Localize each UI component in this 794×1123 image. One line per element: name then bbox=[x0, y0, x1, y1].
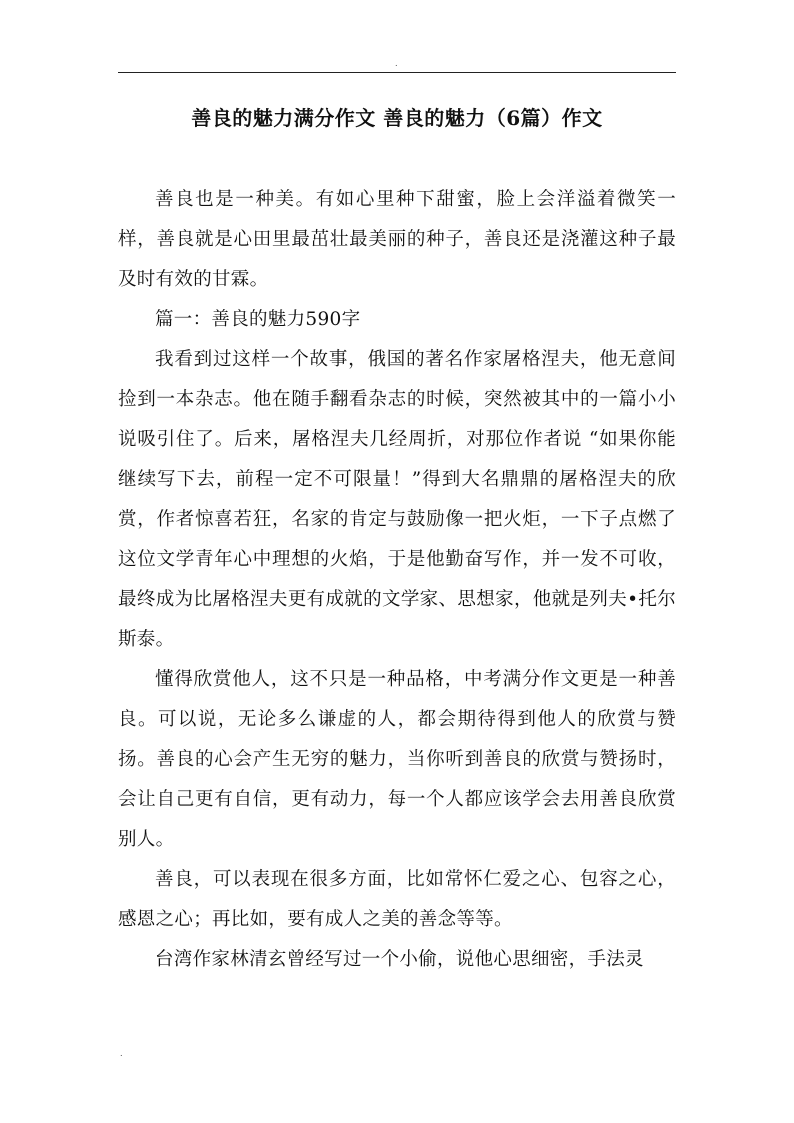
paragraph-kindness-forms: 善良，可以表现在很多方面，比如常怀仁爱之心、包容之心，感恩之心；再比如，要有成人之美的善念等等。 bbox=[118, 869, 676, 930]
footer-mark: . bbox=[120, 1049, 123, 1058]
header-rule bbox=[118, 72, 676, 73]
paragraph-story: 我看到过这样一个故事，俄国的著名作家屠格涅夫，他无意间捡到一本杂志。他在随手翻看杂志的时候，突然被其中的一篇小小说吸引住了。后来，屠格涅夫几经周折，对那位作者说 “如果你能继续写下去，前程一定不可限量！”得到大名鼎鼎的屠格涅夫的欣赏，作者惊喜若狂，名家的肯定与鼓励像一把火炬，一下子点燃了这位文学青年心中理想的火焰，于是他勤奋写作，并一发不可收，最终成为比屠格涅夫更有成就的文学家、思想家，他就是列夫•托尔斯泰。 bbox=[118, 349, 676, 650]
document-title: 善良的魅力满分作文 善良的魅力（6篇）作文 bbox=[191, 106, 603, 130]
paragraph-intro: 善良也是一种美。有如心里种下甜蜜，脸上会洋溢着微笑一样，善良就是心田里最茁壮最美丽的种子，善良还是浇灌这种子最及时有效的甘霖。 bbox=[118, 189, 676, 290]
document-body bbox=[118, 180, 676, 980]
header-mark: . bbox=[395, 59, 398, 68]
paragraph-appreciation: 懂得欣赏他人，这不只是一种品格，中考满分作文更是一种善良。可以说，无论多么谦虚的人，都会期待得到他人的欣赏与赞扬。善良的心会产生无穷的魅力，当你听到善良的欣赏与赞扬时，会让自己更有自信，更有动力，每一个人都应该学会去用善良欣赏别人。 bbox=[118, 669, 676, 850]
section-heading: 篇一：善良的魅力590字 bbox=[155, 309, 361, 330]
paragraph-lin-qingxuan: 台湾作家林清玄曾经写过一个小偷，说他心思细密，手法灵 bbox=[155, 949, 644, 970]
